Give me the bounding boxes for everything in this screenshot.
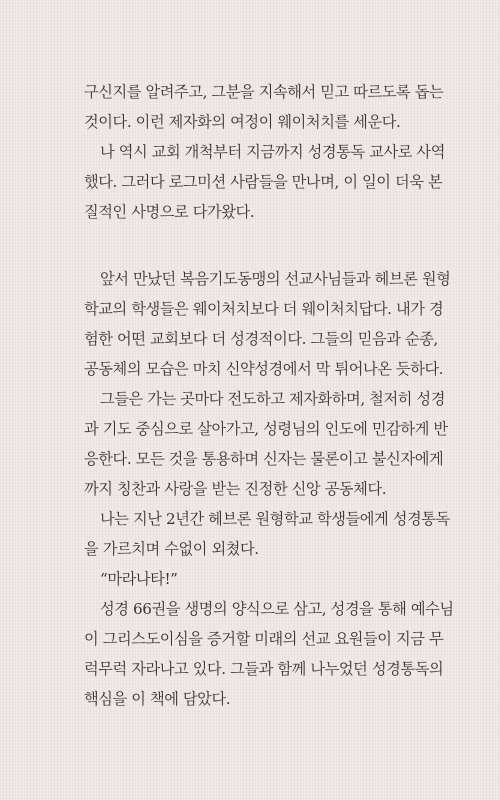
text-line: 구신지를 알려주고, 그분을 지속해서 믿고 따르도록 돕는 (84, 83, 444, 101)
paragraph-teaching (84, 504, 450, 564)
text-line: 것이다. 이런 제자화의 여정이 웨이처치를 세운다. (84, 113, 401, 131)
paragraph-teacher (84, 137, 445, 227)
text-line: 까지 칭찬과 사랑을 받는 진정한 신앙 공동체다. (84, 480, 387, 498)
text-line: 그들은 가는 곳마다 전도하고 제자화하며, 철저히 성경 (100, 390, 445, 408)
text-line: 학교의 학생들은 웨이처치보다 더 웨이처치답다. 내가 경 (84, 300, 444, 318)
text-line: 과 기도 중심으로 살아가고, 성령님의 인도에 민감하게 반 (84, 420, 448, 438)
text-line: 응한다. 모든 것을 통용하며 신자는 물론이고 불신자에게 (84, 450, 444, 468)
text-line: 이 그리스도이심을 증거할 미래의 선교 요원들이 지금 무 (84, 630, 444, 648)
text-line: 핵심을 이 책에 담았다. (84, 690, 231, 708)
text-line: 했다. 그러다 로그미션 사람들을 만나며, 이 일이 더욱 본 (84, 173, 443, 191)
text-line: 험한 어떤 교회보다 더 성경적이다. 그들의 믿음과 순종, (84, 330, 438, 348)
paragraph-continuation (84, 77, 444, 137)
text-line: 앞서 만났던 복음기도동맹의 선교사님들과 헤브론 원형 (100, 270, 451, 288)
paragraph-missionaries (84, 264, 451, 384)
section-break (84, 227, 438, 264)
text-line: 을 가르치며 수없이 외쳤다. (84, 540, 259, 558)
paragraph-conclusion (84, 594, 454, 714)
text-line: 질적인 사명으로 다가왔다. (84, 203, 255, 221)
text-line: 공동체의 모습은 마치 신약성경에서 막 튀어나온 듯하다. (84, 360, 444, 378)
text-line: 성경 66권을 생명의 양식으로 삼고, 성경을 통해 예수님 (100, 600, 454, 618)
text-line: 나는 지난 2년간 헤브론 원형학교 학생들에게 성경통독 (100, 510, 450, 528)
text-line: 나 역시 교회 개척부터 지금까지 성경통독 교사로 사역 (100, 143, 445, 161)
paragraph-community (84, 384, 448, 504)
text-line: “마라나타!” (100, 570, 178, 588)
paragraph-maranatha (84, 564, 438, 594)
text-line: 럭무럭 자라나고 있다. 그들과 함께 나누었던 성경통독의 (84, 660, 444, 678)
